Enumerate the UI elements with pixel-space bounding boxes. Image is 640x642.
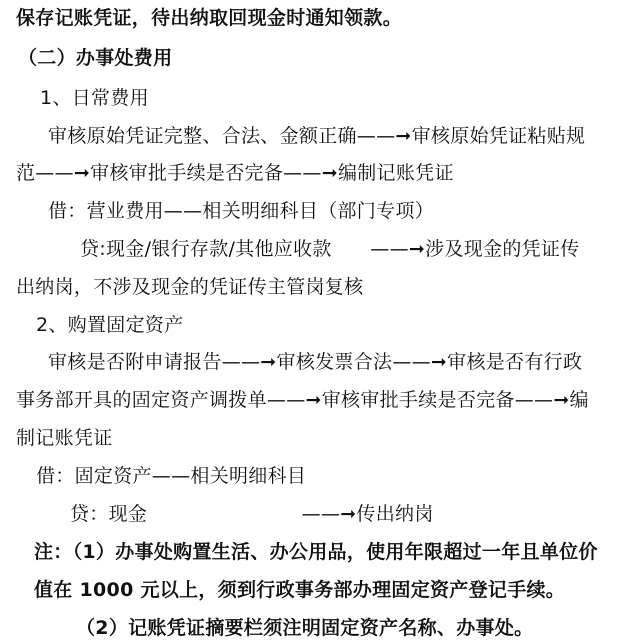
paragraph-asset-process-1: 审核是否附申请报告——➞审核发票合法——➞审核是否有行政: [48, 351, 583, 373]
paragraph-save-voucher: 保存记账凭证，待出纳取回现金时通知领款。: [16, 7, 403, 29]
credit-entry-cash-bank: 贷:现金/银行存款/其他应收款 ——➞涉及现金的凭证传: [80, 238, 580, 260]
paragraph-daily-process-1: 审核原始凭证完整、合法、金额正确——➞审核原始凭证粘贴规: [48, 125, 586, 147]
note-1-line-1: 注：（1）办事处购置生活、办公用品，使用年限超过一年且单位价: [34, 541, 598, 563]
note-2: （2）记账凭证摘要栏须注明固定资产名称、办事处。: [76, 617, 534, 639]
section-heading-office-expenses: （二）办事处费用: [18, 47, 173, 69]
subheading-daily-expenses: 1、日常费用: [40, 87, 149, 109]
paragraph-daily-process-2: 范——➞审核审批手续是否完备——➞编制记账凭证: [16, 162, 454, 184]
paragraph-asset-process-2: 事务部开具的固定资产调拨单——➞审核审批手续是否完备——➞编: [16, 389, 589, 411]
credit-entry-cash: 贷：现金 ——➞传出纳岗: [70, 503, 434, 525]
paragraph-cashier-review: 出纳岗，不涉及现金的凭证传主管岗复核: [16, 276, 364, 298]
debit-entry-operating-expenses: 借：营业费用——相关明细科目（部门专项）: [48, 200, 435, 222]
note-1-line-2: 值在 1000 元以上，须到行政事务部办理固定资产登记手续。: [34, 579, 566, 601]
debit-entry-fixed-assets: 借：固定资产——相关明细科目: [36, 465, 307, 487]
paragraph-asset-process-3: 制记账凭证: [16, 427, 113, 449]
subheading-fixed-assets: 2、购置固定资产: [36, 314, 184, 336]
